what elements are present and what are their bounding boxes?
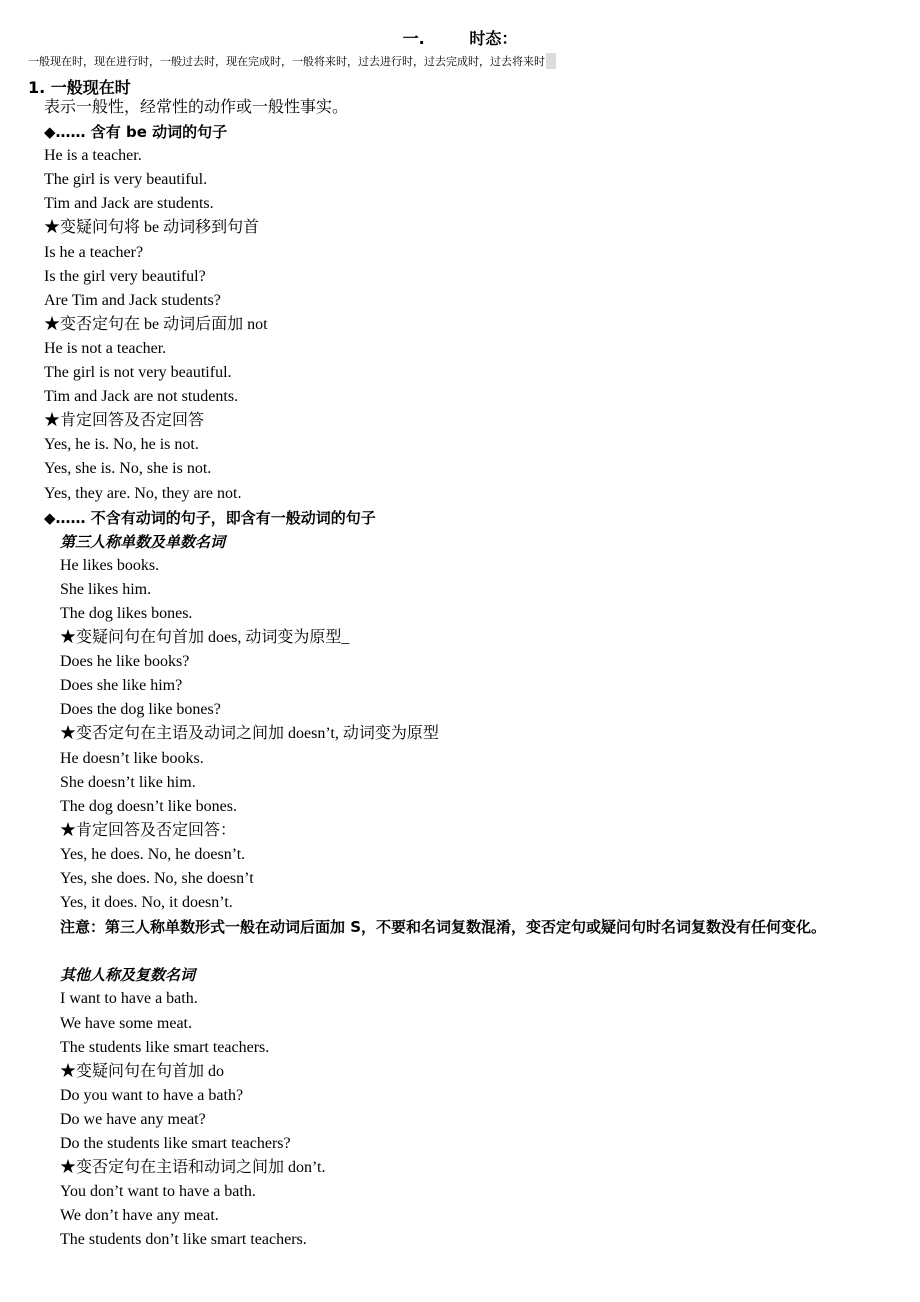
example-line: He doesn’t like books.: [60, 749, 204, 767]
example-line: Is he a teacher?: [44, 243, 144, 261]
example-line: Yes, it does. No, it doesn’t.: [60, 894, 233, 912]
example-line: I want to have a bath.: [60, 990, 198, 1008]
example-line: The students don’t like smart teachers.: [60, 1231, 307, 1249]
text-cursor-highlight: [546, 53, 556, 69]
example-line: Yes, he is. No, he is not.: [44, 436, 199, 454]
example-line: She likes him.: [60, 580, 152, 598]
example-line: The dog doesn’t like bones.: [60, 797, 238, 815]
example-line: The girl is not very beautiful.: [44, 364, 232, 382]
rule-line: ★变否定句在 be 动词后面加 not: [44, 315, 268, 333]
example-line: The students like smart teachers.: [60, 1038, 270, 1056]
example-line: Tim and Jack are students.: [44, 195, 214, 213]
example-line: Yes, she does. No, she doesn’t: [60, 870, 254, 887]
example-line: We have some meat.: [60, 1014, 192, 1032]
example-line: He is a teacher.: [44, 147, 142, 165]
note-paragraph: 注意：第三人称单数形式一般在动词后面加 S，不要和名词复数混淆，变否定句或疑问句时名词复数没有任何变化。: [60, 918, 827, 937]
subheading-other-persons: 其他人称及复数名词: [60, 966, 196, 985]
example-line: Is the girl very beautiful?: [44, 267, 206, 285]
example-line: Do the students like smart teachers?: [60, 1135, 291, 1153]
example-line: He likes books.: [60, 556, 160, 574]
tense-list: [28, 53, 556, 69]
section-heading: 1. 一般现在时: [28, 78, 131, 97]
rule-line: ★变疑问句在句首加 does, 动词变为原型_: [60, 629, 350, 647]
rule-line: ★肯定回答及否定回答: [44, 412, 205, 430]
example-line: Yes, they are. No, they are not.: [44, 484, 242, 502]
tense-list-text: 一般现在时，现在进行时，一般过去时，现在完成时，一般将来时，过去进行时，过去完成时，过去将来时: [28, 55, 545, 68]
example-line: Are Tim and Jack students?: [44, 291, 221, 309]
example-line: She doesn’t like him.: [60, 773, 196, 791]
example-line: You don’t want to have a bath.: [60, 1183, 256, 1201]
rule-line: ★变疑问句将 be 动词移到句首: [44, 219, 260, 237]
example-line: Tim and Jack are not students.: [44, 388, 239, 406]
subheading-general-verb: ◆…… 不含有动词的句子，即含有一般动词的句子: [44, 508, 376, 527]
example-line: He is not a teacher.: [44, 339, 167, 357]
example-line: Do you want to have a bath?: [60, 1086, 244, 1104]
rule-line: ★变否定句在主语和动词之间加 don’t.: [60, 1159, 326, 1177]
rule-line: ★变否定句在主语及动词之间加 doesn’t, 动词变为原型: [60, 725, 439, 743]
example-line: Yes, he does. No, he doesn’t.: [60, 845, 246, 863]
rule-line: ★肯定回答及否定回答：: [60, 821, 237, 839]
example-line: Does he like books?: [60, 653, 190, 671]
body-text: [0, 96, 920, 1253]
subheading-third-person: 第三人称单数及单数名词: [60, 532, 226, 551]
example-line: The girl is very beautiful.: [44, 171, 208, 189]
example-line: Does the dog like bones?: [60, 701, 221, 719]
page-title: 一. 时态：: [402, 29, 518, 48]
rule-line: ★变疑问句在句首加 do: [60, 1062, 225, 1080]
example-line: We don’t have any meat.: [60, 1207, 219, 1225]
example-line: The dog likes bones.: [60, 604, 193, 622]
example-line: Yes, she is. No, she is not.: [44, 460, 212, 478]
example-line: Does she like him?: [60, 677, 183, 695]
example-line: Do we have any meat?: [60, 1110, 206, 1128]
subheading-be-verb: ◆…… 含有 be 动词的句子: [44, 123, 228, 142]
definition-line: 表示一般性，经常性的动作或一般性事实。: [44, 99, 349, 116]
